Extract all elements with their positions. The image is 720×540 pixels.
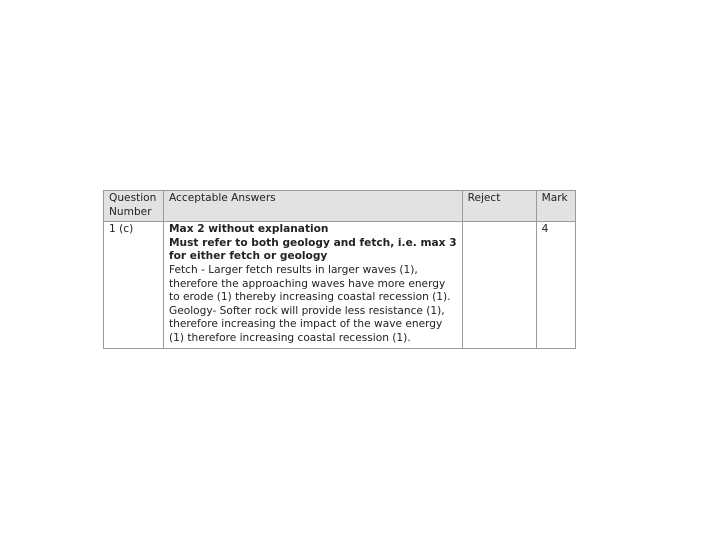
header-mark: Mark (536, 191, 575, 222)
answer-line: therefore the approaching waves have more energy (169, 277, 446, 290)
mark-scheme-table (103, 190, 576, 349)
header-reject: Reject (462, 191, 536, 222)
question-number-cell: 1 (c) (104, 222, 164, 348)
acceptable-answers-cell (164, 222, 463, 348)
answer-bold-line: for either fetch or geology (169, 250, 328, 263)
answer-line: (1) therefore increasing coastal recession (1). (169, 331, 411, 344)
reject-cell (462, 222, 536, 348)
answer-line: Fetch - Larger fetch results in larger waves (1), (169, 263, 418, 276)
table-row (104, 222, 576, 348)
answer-line: to erode (1) thereby increasing coastal recession (1). (169, 291, 451, 304)
mark-cell: 4 (536, 222, 575, 348)
answer-line: therefore increasing the impact of the wave energy (169, 318, 443, 331)
answer-bold-line: Max 2 without explanation (169, 223, 329, 236)
answer-line: Geology- Softer rock will provide less resistance (1), (169, 304, 445, 317)
table-header-row (104, 191, 576, 222)
header-question-number-line-1: Question (109, 192, 157, 204)
answer-bold-line: Must refer to both geology and fetch, i.e. max 3 (169, 236, 457, 249)
header-question-number-line-2: Number (109, 205, 152, 218)
header-acceptable-answers: Acceptable Answers (164, 191, 463, 222)
header-question-number (104, 191, 164, 222)
